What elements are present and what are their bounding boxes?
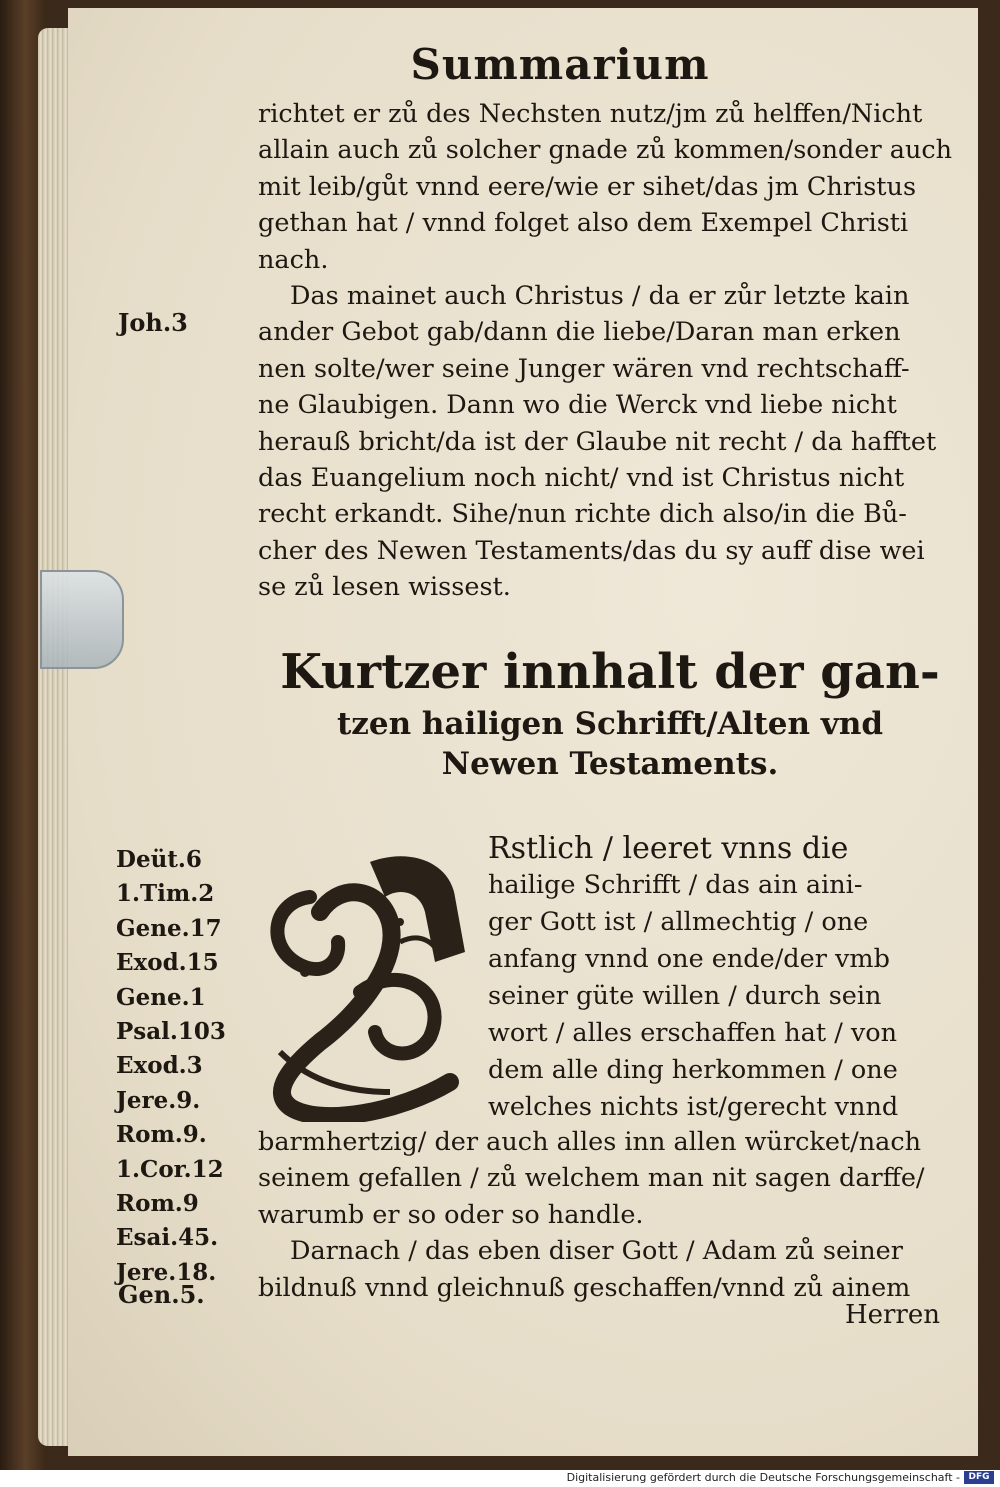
text-line: wort / alles erschaffen hat / von [488,1018,898,1048]
text-line: barmhertzig/ der auch alles inn allen würcket/nach [258,1127,922,1157]
text-line: Rstlich / leeret vnns die [488,831,849,866]
margin-ref: Rom.9. [116,1121,207,1149]
margin-ref: Psal.103 [116,1018,226,1046]
decorated-initial-e-icon [250,842,490,1122]
text-line: cher des Newen Testaments/das du sy auff dise wei [258,535,925,566]
margin-note-job: Joh.3 [118,308,188,337]
text-line: allain auch zů solcher gnade zů kommen/sonder auch [258,135,953,166]
margin-ref: Esai.45. [116,1224,219,1252]
text-line: recht erkandt. Sihe/nun richte dich also/in die Bů- [258,499,907,530]
margin-ref-gen: Gen.5. [118,1280,205,1309]
text-line: dem alle ding herkommen / one [488,1055,898,1085]
margin-ref: Gene.1 [116,983,206,1011]
text-line: welches nichts ist/gerecht vnnd [488,1092,899,1122]
text-line: gethan hat / vnnd folget also dem Exempel Christi [258,208,909,239]
text-line: Darnach / das eben diser Gott / Adam zů seiner [290,1236,903,1267]
margin-ref: 1.Cor.12 [116,1155,224,1183]
section-title-line-3: Newen Testaments. [441,746,779,782]
footer-credit: Digitalisierung gefördert durch die Deutsche Forschungsgemeinschaft - [566,1471,960,1484]
margin-references [116,843,251,1290]
text-line: seiner güte willen / durch sein [488,981,882,1011]
initial-paragraph [488,830,948,1126]
section-title-line-1: Kurtzer innhalt der gan- [280,644,940,700]
margin-ref: Rom.9 [116,1190,199,1218]
margin-ref: Jere.18. [116,1258,217,1286]
text-line: ger Gott ist / allmechtig / one [488,907,869,937]
dfg-logo-icon: DFG [964,1471,994,1484]
section-title [270,640,950,784]
margin-ref: Gene.17 [116,914,222,942]
text-line: mit leib/gůt vnnd eere/wie er sihet/das jm Christus [258,171,917,202]
margin-ref: Jere.9. [116,1086,201,1114]
text-line: ander Gebot gab/dann die liebe/Daran man erken [258,317,901,348]
text-line: se zů lesen wissest. [258,572,511,603]
paragraph-3 [258,1124,948,1306]
paragraph-2 [258,278,948,606]
text-line: richtet er zů des Nechsten nutz/jm zů helffen/Nicht [258,99,923,129]
text-line: herauß bricht/da ist der Glaube nit recht / da hafftet [258,426,937,457]
text-line: ne Glaubigen. Dann wo die Werck vnd liebe nicht [258,390,897,421]
text-line: anfang vnnd one ende/der vmb [488,944,890,974]
page-clip [40,570,124,669]
text-line: Das mainet auch Christus / da er zůr letzte kain [290,281,910,311]
margin-ref: 1.Tim.2 [116,880,215,908]
text-line: bildnuß vnnd gleichnuß geschaffen/vnnd zů ainem [258,1272,911,1303]
text-line: warumb er so oder so handle. [258,1199,644,1230]
catchword: Herren [844,1300,940,1330]
running-head: Summarium [410,40,710,89]
text-line: nen solte/wer seine Junger wären vnd rechtschaff- [258,353,910,384]
margin-ref: Exod.15 [116,949,219,977]
margin-ref: Deüt.6 [116,846,202,873]
section-title-line-2: tzen hailigen Schrifft/Alten vnd [336,706,884,742]
margin-ref: Exod.3 [116,1052,203,1080]
text-line: nach. [258,244,329,275]
text-line: das Euangelium noch nicht/ vnd ist Christus nicht [258,463,905,494]
paragraph-1 [258,96,953,278]
text-line: hailige Schrifft / das ain aini- [488,870,863,900]
text-line: seinem gefallen / zů welchem man nit sagen darffe/ [258,1163,925,1194]
